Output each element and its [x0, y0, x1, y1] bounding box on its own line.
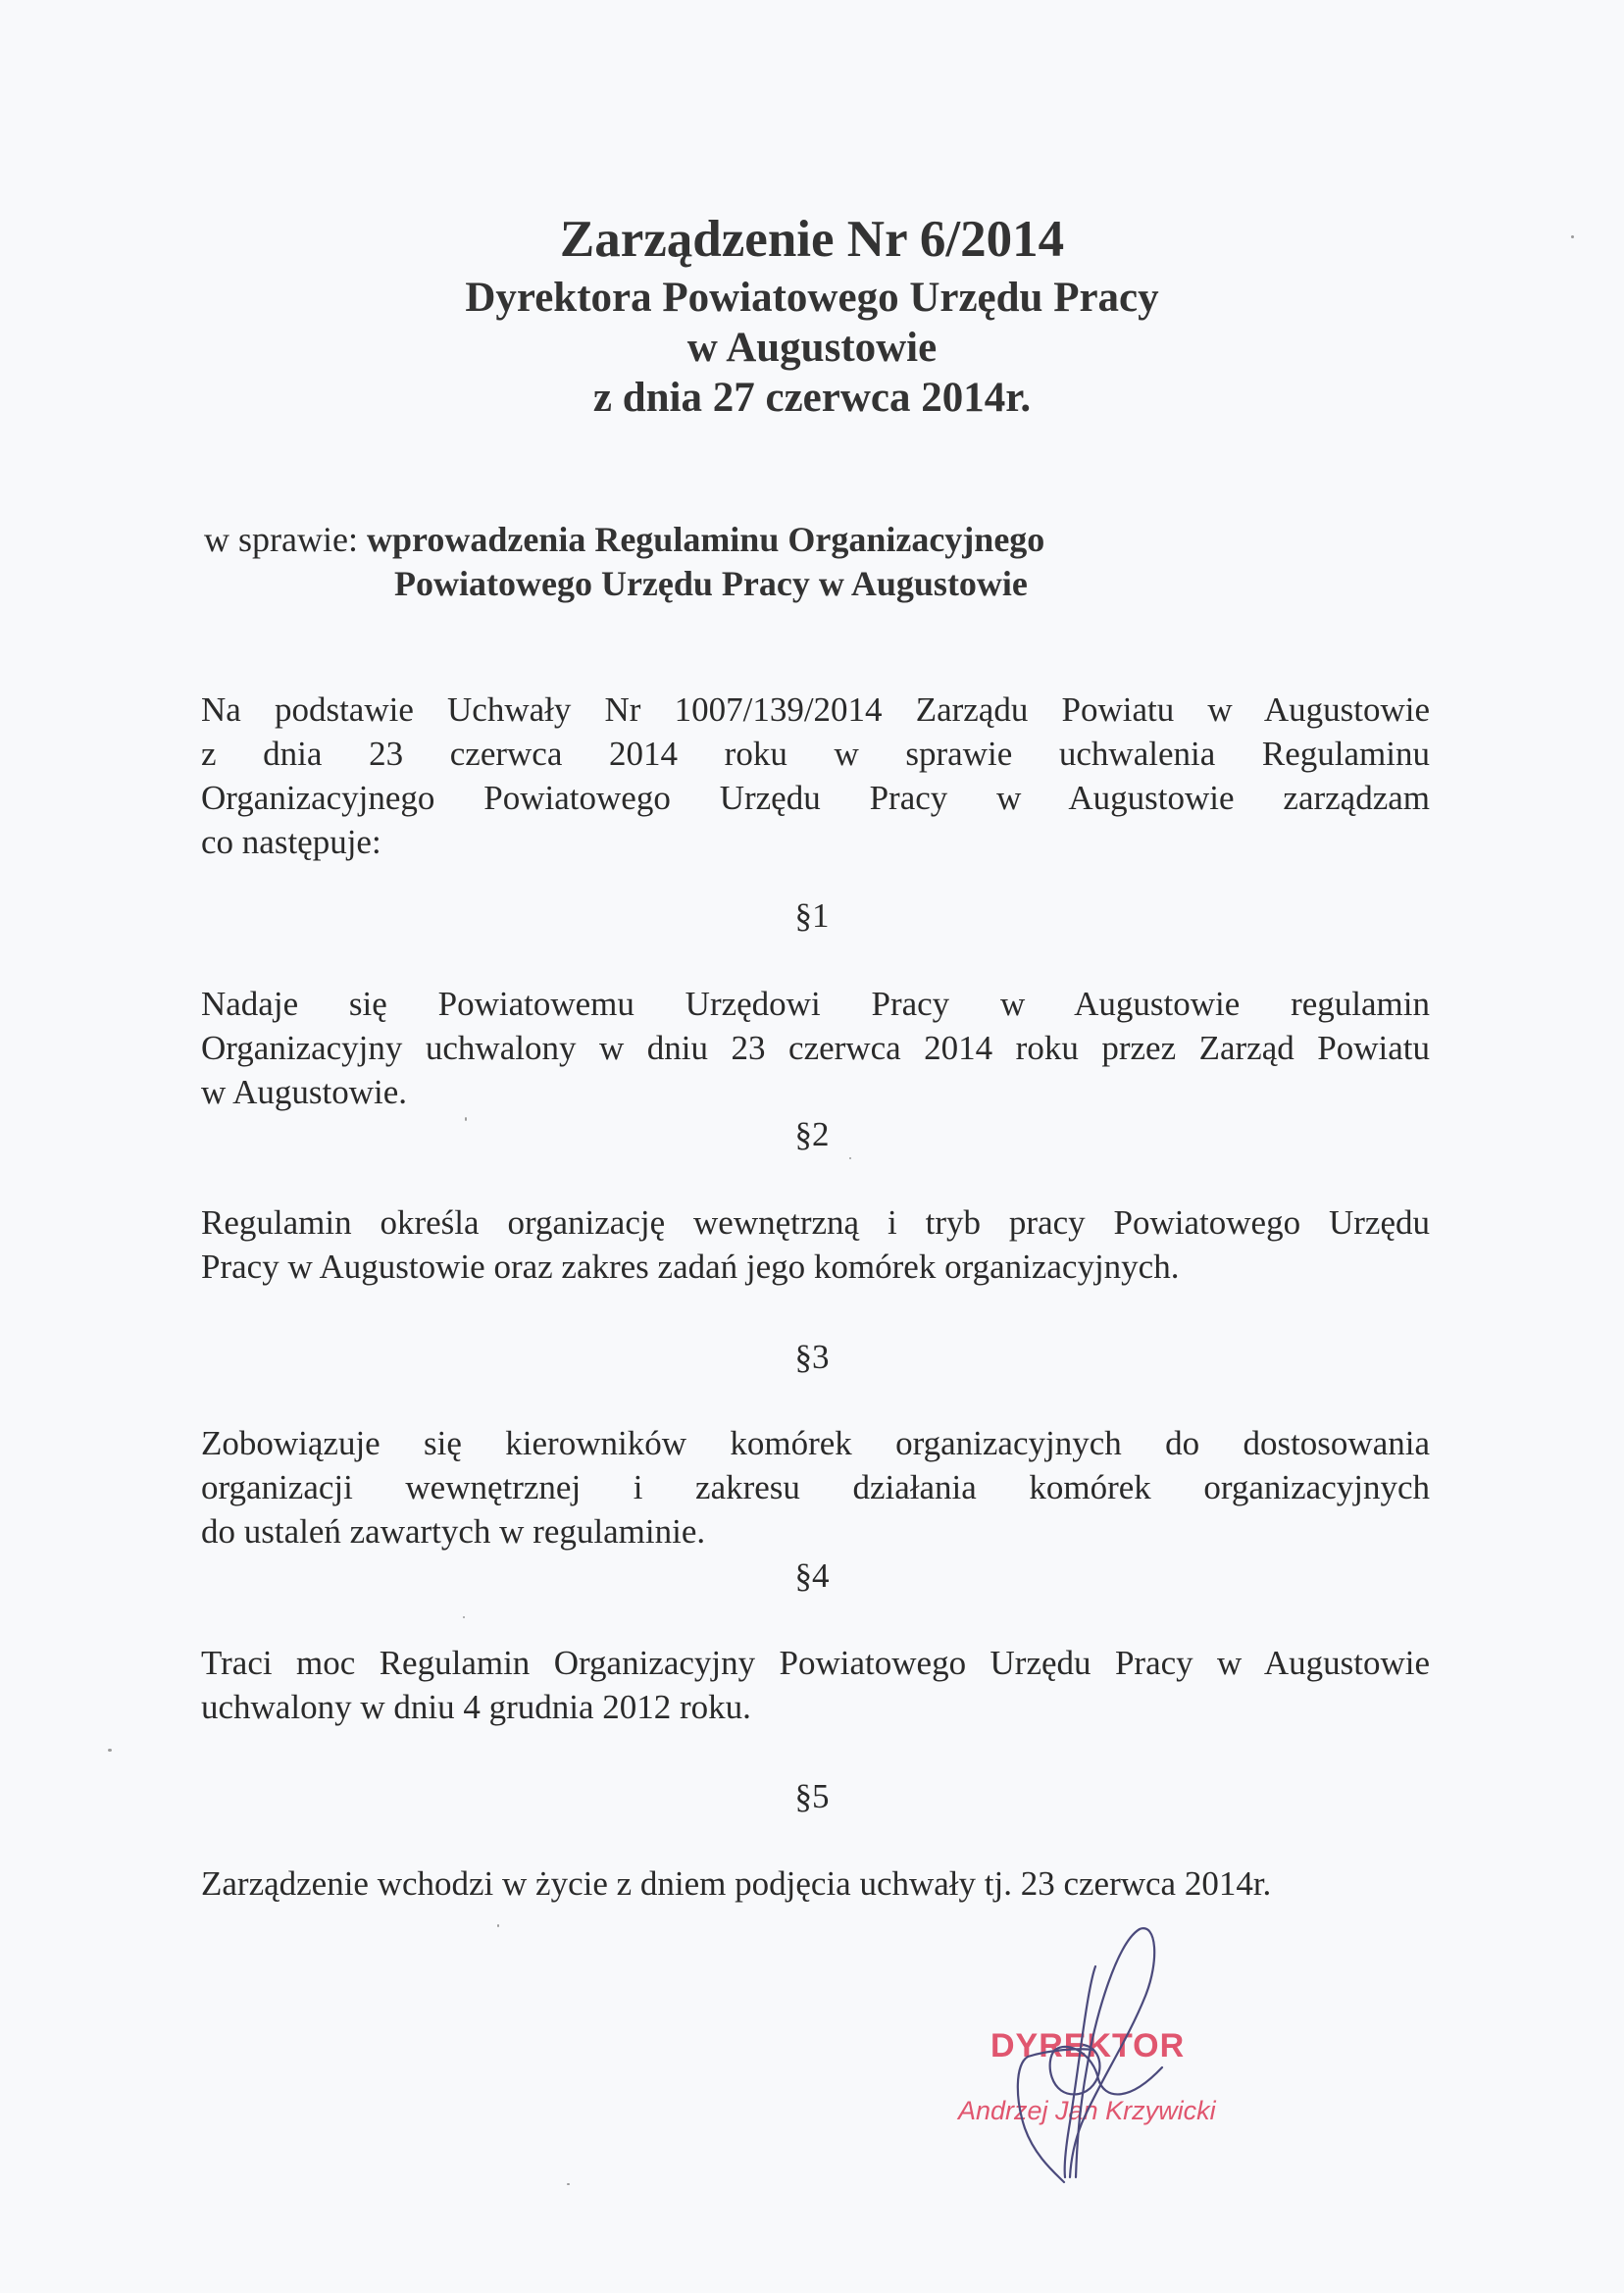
subject-text-1: wprowadzenia Regulaminu Organizacyjnego: [366, 520, 1045, 559]
document-title: Zarządzenie Nr 6/2014: [559, 211, 1065, 268]
section-mark-2: §2: [794, 1115, 830, 1153]
section-2-line: Pracy w Augustowie oraz zakres zadań jego komórek organizacyjnych.: [201, 1248, 1180, 1286]
section-3-line: organizacji wewnętrznej i zakresu działania komórek organizacyjnych: [201, 1468, 1430, 1506]
section-1-line: Nadaje się Powiatowemu Urzędowi Pracy w Augustowie regulamin: [201, 985, 1430, 1023]
document-subtitle-date: z dnia 27 czerwca 2014r.: [592, 375, 1032, 421]
stamp-name: Andrzej Jan Krzywicki: [958, 2096, 1216, 2125]
section-5-line: Zarządzenie wchodzi w życie z dniem podjęcia uchwały tj. 23 czerwca 2014r.: [201, 1864, 1272, 1903]
scan-speck: [497, 1924, 499, 1927]
scan-speck: [108, 1749, 112, 1752]
preamble-line: z dnia 23 czerwca 2014 roku w sprawie uchwalenia Regulaminu: [201, 735, 1430, 773]
section-1-line: w Augustowie.: [201, 1073, 407, 1111]
subject-prefix: w sprawie:: [204, 520, 367, 559]
document-subtitle-location: w Augustowie: [686, 325, 938, 371]
preamble-line: Na podstawie Uchwały Nr 1007/139/2014 Zarządu Powiatu w Augustowie: [201, 690, 1430, 729]
section-3-line: do ustaleń zawartych w regulaminie.: [201, 1512, 706, 1551]
scan-speck: [567, 2183, 570, 2185]
document-subtitle-issuer: Dyrektora Powiatowego Urzędu Pracy: [465, 275, 1159, 321]
section-4-line: Traci moc Regulamin Organizacyjny Powiatowego Urzędu Pracy w Augustowie: [201, 1644, 1430, 1682]
section-mark-1: §1: [794, 896, 830, 935]
scan-speck: [1571, 235, 1574, 238]
scan-speck: [463, 1616, 465, 1618]
section-1-line: Organizacyjny uchwalony w dniu 23 czerwca 2014 roku przez Zarząd Powiatu: [201, 1029, 1430, 1067]
section-mark-5: §5: [794, 1777, 830, 1815]
section-2-line: Regulamin określa organizację wewnętrzną i tryb pracy Powiatowego Urzędu: [201, 1203, 1430, 1242]
section-4-line: uchwalony w dniu 4 grudnia 2012 roku.: [201, 1688, 751, 1726]
subject-text-2: Powiatowego Urzędu Pracy w Augustowie: [394, 564, 1028, 603]
handwritten-signature: [922, 1903, 1275, 2197]
preamble-line: co następuje:: [201, 823, 381, 861]
preamble-line: Organizacyjnego Powiatowego Urzędu Pracy w Augustowie zarządzam: [201, 779, 1430, 817]
subject-line-1: [204, 522, 1044, 557]
subject-line-2: [394, 566, 1028, 601]
scan-speck: [849, 1157, 851, 1159]
scan-speck: [465, 1117, 467, 1121]
section-mark-4: §4: [794, 1556, 830, 1595]
stamp-title: DYREKTOR: [990, 2027, 1186, 2064]
section-3-line: Zobowiązuje się kierowników komórek organizacyjnych do dostosowania: [201, 1424, 1430, 1462]
section-mark-3: §3: [794, 1338, 830, 1376]
